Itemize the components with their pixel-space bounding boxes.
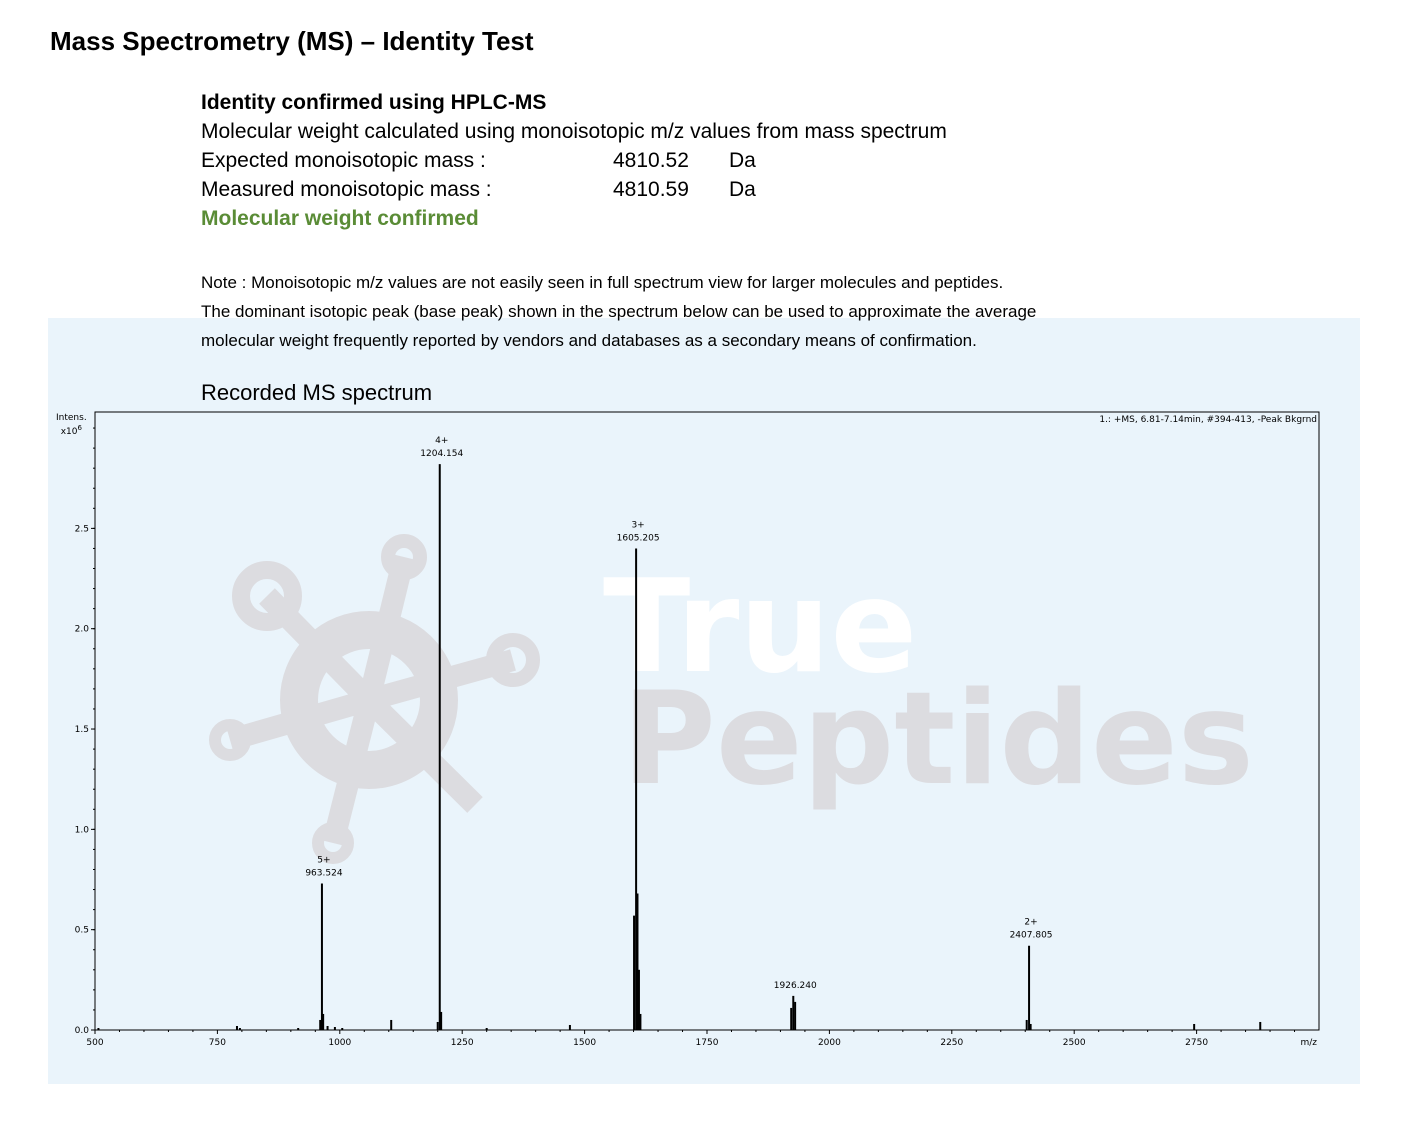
watermark-logo: [215, 541, 533, 858]
x-tick-label: 1750: [695, 1038, 719, 1048]
x-axis-label: m/z: [1300, 1038, 1317, 1048]
y-axis-unit: x10: [60, 427, 78, 437]
y-axis-title: [56, 413, 87, 437]
watermark-text-top: True: [603, 553, 918, 702]
measured-mass-unit: Da: [729, 178, 756, 201]
y-tick-label: 0.5: [74, 925, 89, 936]
watermark-text-bottom: Peptides: [622, 665, 1254, 814]
expected-mass-unit: Da: [729, 149, 756, 172]
peak-charge-label: 3+: [631, 520, 645, 531]
x-tick-label: 2000: [817, 1038, 841, 1048]
y-tick-label: 2.5: [74, 524, 89, 535]
expected-mass-value: 4810.52: [613, 149, 689, 172]
y-tick-label: 1.0: [74, 825, 89, 836]
expected-mass-label: Expected monoisotopic mass :: [201, 149, 486, 172]
page-title: Mass Spectrometry (MS) – Identity Test: [50, 26, 534, 56]
peak-charge-label: 2+: [1024, 917, 1038, 928]
peak-charge-label: 5+: [317, 855, 331, 866]
y-tick-label: 0.0: [74, 1026, 89, 1036]
x-tick-label: 2750: [1185, 1038, 1209, 1048]
peak-label: 1605.205: [616, 533, 660, 544]
peak-label: 2407.805: [1009, 930, 1053, 941]
peak-label: 963.524: [305, 868, 343, 879]
note-line-3: molecular weight frequently reported by vendors and databases as a secondary means of confirmation.: [201, 331, 977, 350]
x-tick-label: 750: [208, 1038, 226, 1048]
peak-label: 1926.240: [773, 980, 817, 991]
summary-heading: Identity confirmed using HPLC-MS: [201, 91, 547, 114]
measured-mass-value: 4810.59: [613, 178, 689, 201]
x-tick-label: 500: [86, 1038, 104, 1048]
summary-method: Molecular weight calculated using monoisotopic m/z values from mass spectrum: [201, 120, 947, 143]
peak-label: 1204.154: [420, 449, 464, 460]
y-tick-label: 1.5: [74, 725, 89, 736]
spectrum-header: 1.: +MS, 6.81-7.14min, #394-413, -Peak Bkgrnd: [1099, 415, 1317, 425]
y-tick-label: 2.0: [74, 624, 89, 635]
x-tick-label: 2250: [940, 1038, 964, 1048]
note-line-2: The dominant isotopic peak (base peak) shown in the spectrum below can be used to approximate the average: [201, 302, 1037, 321]
spectrum-title: Recorded MS spectrum: [201, 380, 433, 405]
note-line-1: Note : Monoisotopic m/z values are not easily seen in full spectrum view for larger molecules and peptides.: [201, 273, 1004, 292]
confirmation-result: Molecular weight confirmed: [201, 207, 479, 230]
x-tick-label: 2500: [1062, 1038, 1086, 1048]
x-tick-label: 1000: [328, 1038, 352, 1048]
x-tick-label: 1500: [573, 1038, 597, 1048]
y-axis-unit-exponent: 6: [77, 424, 82, 432]
measured-mass-label: Measured monoisotopic mass :: [201, 178, 492, 201]
y-axis-label: Intens.: [56, 413, 87, 423]
x-tick-label: 1250: [450, 1038, 474, 1048]
peak-charge-label: 4+: [435, 436, 449, 447]
